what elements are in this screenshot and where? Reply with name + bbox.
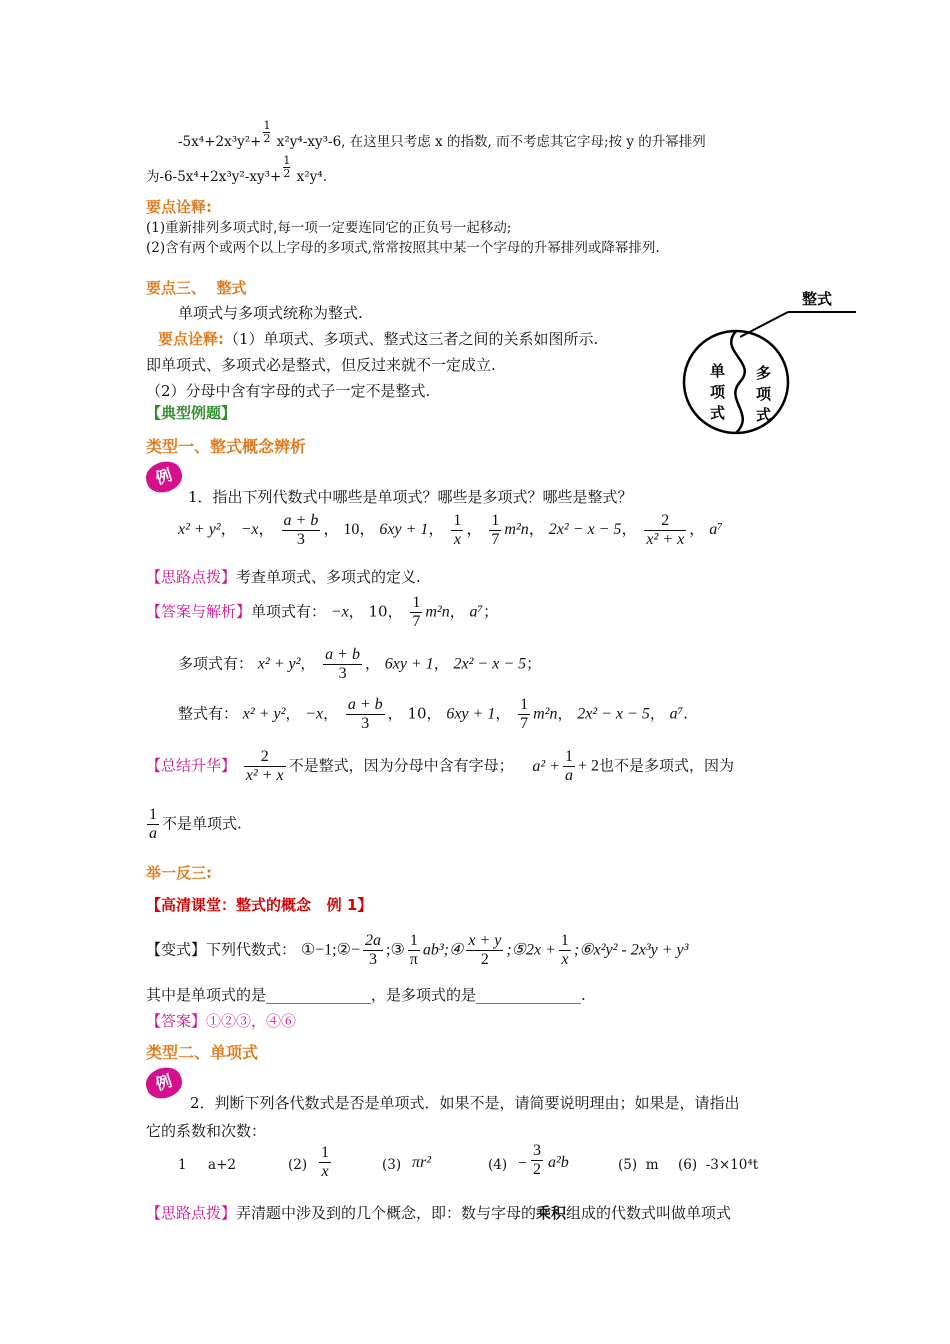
type2-title: 类型二、单项式 [146, 1043, 259, 1062]
type1-title: 类型一、整式概念辨析 [146, 437, 307, 456]
diagram-outer-ellipse [684, 331, 788, 433]
practice-title: 举一反三: [146, 864, 212, 882]
item-3-label: (3) [382, 1157, 402, 1173]
practice-e6: ;⑥x²y² - 2x³y + y³ [573, 941, 689, 959]
expr-7-tail: m²n [504, 521, 529, 539]
ans-int-e4: 10 [407, 704, 427, 723]
examples-title: 【典型例题】 [146, 404, 237, 422]
top-line-2: 为-6-5x⁴+2x³y²-xy³+ $\frac{1}{2}$ x²y⁴. [146, 154, 327, 185]
ans-int-e6-frac: $\frac{1}{7}$ [520, 696, 529, 732]
expr-9: $\frac{2}{\text{x² + x}}$ [646, 512, 685, 548]
ans-poly-e4: 2x² − x − 5 [453, 655, 527, 673]
practice-answer: 【答案】①②③，④⑥ [146, 1012, 297, 1030]
ans-poly-e2: $\frac{a + b}{3}$ [325, 646, 360, 682]
item-4-tail: a²b [548, 1154, 569, 1171]
type1-answer-mono: 【答案与解析】单项式有： −x， 10， $\frac{1}{7}$ m²n， a⁷； [146, 594, 499, 630]
ans-mono-e1: −x [330, 603, 349, 621]
ans-mono-e3-tail: m²n [425, 603, 450, 621]
integer-diagram [680, 282, 870, 442]
sum-frac-2: $\frac{1}{a}$ [564, 748, 573, 784]
practice-hd-link[interactable]: 【高清课堂：整式的概念 例 1】 [146, 896, 373, 914]
ans-int-e7: 2x² − x − 5 [577, 705, 650, 723]
type1-hint-label: 【思路点拨】 [146, 568, 237, 586]
diagram-s-curve [731, 331, 745, 433]
diagram-left-label-2: 项 [710, 383, 726, 401]
type1-badge: 例 [142, 457, 186, 497]
practice-e4: $\frac{x + y}{2}$ [468, 932, 502, 968]
type2-question-1: 2．判断下列各代数式是否是单项式．如果不是，请简要说明理由；如果是，请指出 [190, 1094, 740, 1112]
type2-question-2: 它的系数和次数： [146, 1122, 267, 1140]
practice-answer-label: 【答案】 [146, 1012, 207, 1030]
item-6: (6) -3×10⁴t [678, 1157, 759, 1173]
ans-poly-e1: x² + y² [257, 655, 301, 673]
type2-items [178, 1142, 798, 1186]
type2-hint-label: 【思路点拨】 [146, 1204, 237, 1222]
type1-hint: 【思路点拨】考查单项式、多项式的定义. [146, 568, 421, 586]
practice-e2: $\frac{2a}{3}$ [365, 932, 381, 968]
section3-line2: 要点诠释:（1）单项式、多项式、整式这三者之间的关系如图所示. [158, 330, 599, 348]
top-line-1: -5x⁴+2x³y²+ $\frac{1}{2}$ x²y⁴-xy³-6, 在这里只考虑 x 的指数, 而不考虑其它字母;按 y 的升幂排列 [178, 119, 706, 150]
top-fraction-2: $\frac{1}{2}$ [283, 154, 291, 180]
expr-4: 10 [343, 521, 360, 539]
type1-question: 1．指出下列代数式中哪些是单项式？哪些是多项式？哪些是整式？ [188, 488, 633, 506]
section3-line4: （2）分母中含有字母的式子一定不是整式. [146, 382, 431, 400]
expr-3: $\frac{a + b}{3}$ [283, 512, 319, 548]
ans-mono-e4: a⁷ [469, 603, 484, 621]
ans-int-e3: $\frac{a + b}{3}$ [347, 696, 383, 732]
type1-summary: 【总结升华】 $\frac{2}{\text{x² + x}}$ 不是整式，因为分母中含有字母； a² + $\frac{1}{a}$ + 2也不是多项式，因为 [146, 748, 735, 784]
note1-title: 要点诠释: [146, 198, 212, 216]
top-fraction-1: $\frac{1}{2}$ [263, 119, 271, 145]
type1-answer-int: 整式有： x² + y²， −x， $\frac{a + b}{3}$ ， 10， 6xy + 1， $\frac{1}{7}$ m²n， 2x² − x − 5， a⁷. [178, 696, 688, 732]
ans-int-e8: a⁷ [669, 705, 684, 723]
practice-e3: $\frac{1}{\pi}$ [409, 932, 418, 968]
ans-poly-e3: 6xy + 1 [384, 655, 434, 673]
sum-frac-3: $\frac{1}{a}$ [149, 806, 157, 842]
expr-10: a⁷ [709, 521, 723, 539]
item-4-frac: $\frac{3}{2}$ [533, 1142, 541, 1178]
expr-1: x² + y² [178, 521, 221, 539]
type1-summary-label: 【总结升华】 [146, 756, 237, 775]
item-2-frac: $\frac{1}{x}$ [321, 1144, 329, 1180]
sum-frac-1: $\frac{2}{\text{x² + x}}$ [245, 748, 284, 784]
ans-int-e5: 6xy + 1 [446, 705, 496, 723]
ans-int-e6-tail: m²n [533, 705, 558, 723]
ans-mono-e3-frac: $\frac{1}{7}$ [412, 594, 421, 630]
ans-mono-e2: 10 [368, 602, 388, 621]
type1-expressions: x² + y²， −x， $\frac{a + b}{3}$ ， 10， 6xy + 1， $\frac{1}{x}$ ， $\frac{1}{7}$ m²n， 2x² − x − 5， $\frac{2}{\text{x² + x}}$ ， a⁷ [178, 512, 723, 548]
section3-title: 要点三、 整式 [146, 279, 247, 297]
section3-note-label: 要点诠释: [158, 330, 224, 348]
diagram-right-label-2: 项 [756, 385, 772, 403]
expr-7-frac: $\frac{1}{7}$ [491, 512, 500, 548]
expr-8: 2x² − x − 5 [548, 521, 622, 539]
item-2-label: (2) [288, 1157, 308, 1173]
diagram-right-label-1: 多 [756, 364, 772, 382]
type2-badge: 例 [142, 1063, 186, 1103]
diagram-right-label-3: 式 [756, 406, 772, 424]
ans-int-e1: x² + y² [242, 705, 286, 723]
item-4-label: (4) [488, 1157, 508, 1173]
section3-line1: 单项式与多项式统称为整式. [178, 304, 363, 322]
sum-plus2: + 2 [577, 757, 600, 775]
item-3-expr: πr² [412, 1154, 432, 1171]
expr-6: $\frac{1}{x}$ [453, 512, 462, 548]
type2-hint: 【思路点拨】弄清题中涉及到的几个概念，即：数与字母的乘积组成的代数式叫做单项式 [146, 1204, 732, 1222]
practice-e5: $\frac{1}{x}$ [560, 932, 569, 968]
expr-2: −x [240, 521, 259, 539]
practice-variant-label: 【变式】 [146, 940, 207, 959]
type1-answer-poly: 多项式有： x² + y²， $\frac{a + b}{3}$ ， 6xy + 1， 2x² − x − 5； [178, 646, 542, 682]
expr-5: 6xy + 1 [379, 521, 429, 539]
item-5: (5) m [618, 1157, 659, 1173]
diagram-left-label-1: 单 [710, 362, 726, 380]
type1-answer-label: 【答案与解析】 [146, 602, 252, 621]
type1-summary-2: $\frac{1}{a}$ 不是单项式. [149, 806, 242, 842]
item-1: 1 a+2 [178, 1157, 236, 1173]
section3-line3: 即单项式、多项式必是整式，但反过来就不一定成立. [146, 356, 496, 374]
practice-blanks: 其中是单项式的是______________，是多项式的是______________. [146, 986, 586, 1004]
diagram-top-label: 整式 [802, 290, 833, 308]
item-4-minus: − [518, 1155, 528, 1172]
note1-item2: (2)含有两个或两个以上字母的多项式,常常按照其中某一个字母的升幂排列或降幂排列. [146, 240, 660, 256]
practice-e1: ①−1;②− [300, 941, 360, 959]
sum-a2: a² + [532, 757, 560, 775]
practice-variant: 【变式】下列代数式： ①−1;②− $\frac{2a}{3}$ ;③ $\frac{1}{\pi}$ ab³;④ $\frac{x + y}{2}$ ;⑤2x + $\frac{1}{x}$ ;⑥x²y² - 2x³y + y³ [146, 932, 689, 968]
diagram-left-label-3: 式 [710, 404, 726, 422]
note1-item1: (1)重新排列多项式时,每一项一定要连同它的正负号一起移动; [146, 220, 512, 236]
ans-int-e2: −x [305, 705, 324, 723]
